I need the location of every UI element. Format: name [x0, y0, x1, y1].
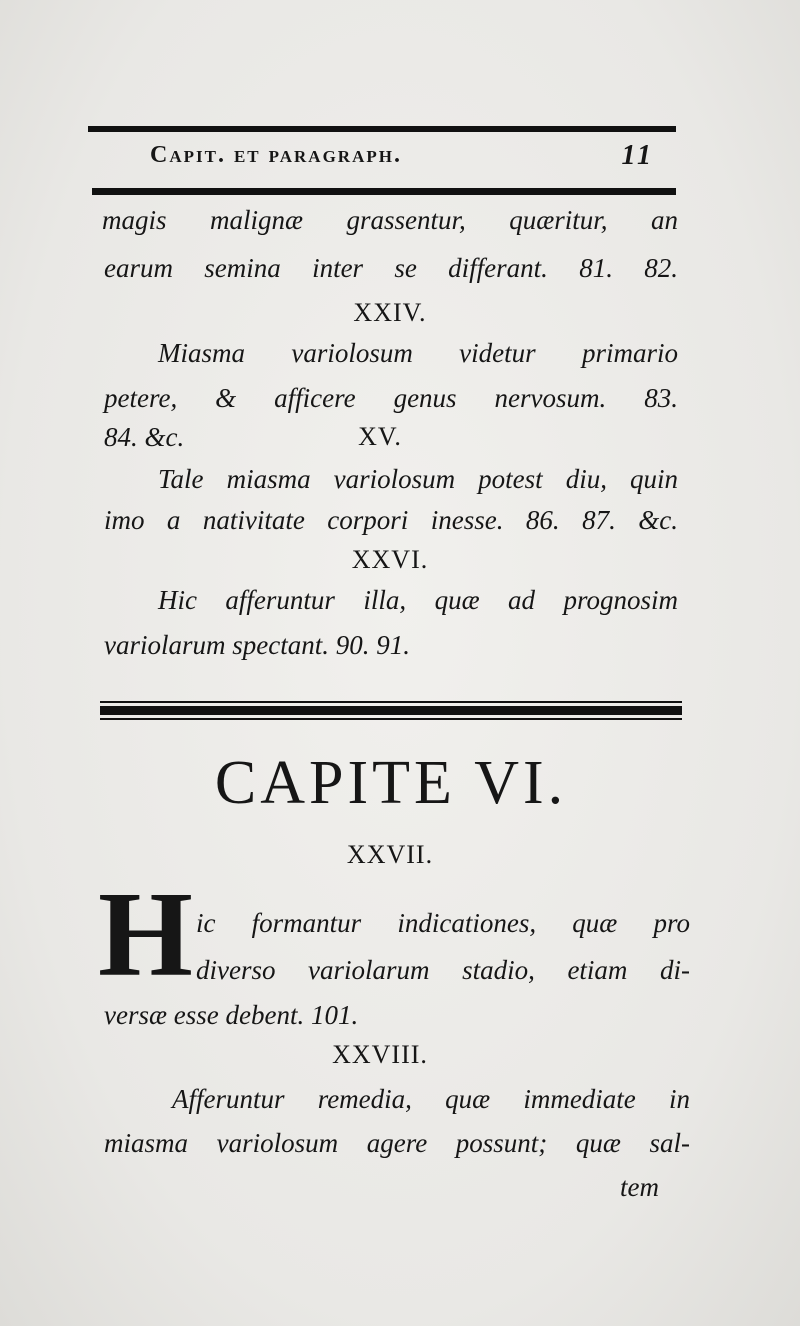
chapter-thick-rule — [100, 706, 682, 715]
text-line: ic formantur indicationes, quæ pro — [196, 908, 690, 938]
section-numeral: XXIV. — [353, 298, 427, 327]
section-numeral: XV. — [358, 422, 402, 451]
chapter-title: CAPITE VI. — [214, 749, 568, 817]
page-number: 11 — [621, 140, 654, 171]
header-bottom-rule — [92, 188, 676, 195]
text-line: magis malignæ grassentur, quæritur, an — [102, 205, 678, 235]
text-line: Miasma variolosum videtur primario — [158, 338, 678, 368]
chapter-thin-rule-lower — [100, 718, 682, 720]
text-line: miasma variolosum agere possunt; quæ sal- — [104, 1128, 690, 1158]
running-header-title: Capit. et paragraph. — [150, 142, 402, 168]
section-numeral: XXVI. — [351, 545, 429, 574]
section-numeral: XXVII. — [346, 840, 434, 869]
catchword: tem — [620, 1172, 659, 1202]
text-line: diverso variolarum stadio, etiam di- — [196, 955, 690, 985]
header-top-rule — [88, 126, 676, 132]
text-line: earum semina inter se differant. 81. 82. — [104, 253, 678, 283]
text-line: 84. &c. — [104, 422, 185, 452]
text-line: Afferuntur remedia, quæ immediate in — [172, 1084, 690, 1114]
text-line: Tale miasma variolosum potest diu, quin — [158, 464, 678, 494]
text-line: imo a nativitate corpori inesse. 86. 87. &c. — [104, 505, 678, 535]
text-line: petere, & afficere genus nervosum. 83. — [104, 383, 678, 413]
running-header — [90, 140, 676, 180]
drop-cap: H — [98, 867, 193, 1002]
text-line: Hic afferuntur illa, quæ ad prognosim — [158, 585, 678, 615]
text-line: versæ esse debent. 101. — [104, 1000, 359, 1030]
chapter-thin-rule — [100, 701, 682, 703]
text-line: variolarum spectant. 90. 91. — [104, 630, 410, 660]
section-numeral: XXVIII. — [332, 1040, 428, 1069]
